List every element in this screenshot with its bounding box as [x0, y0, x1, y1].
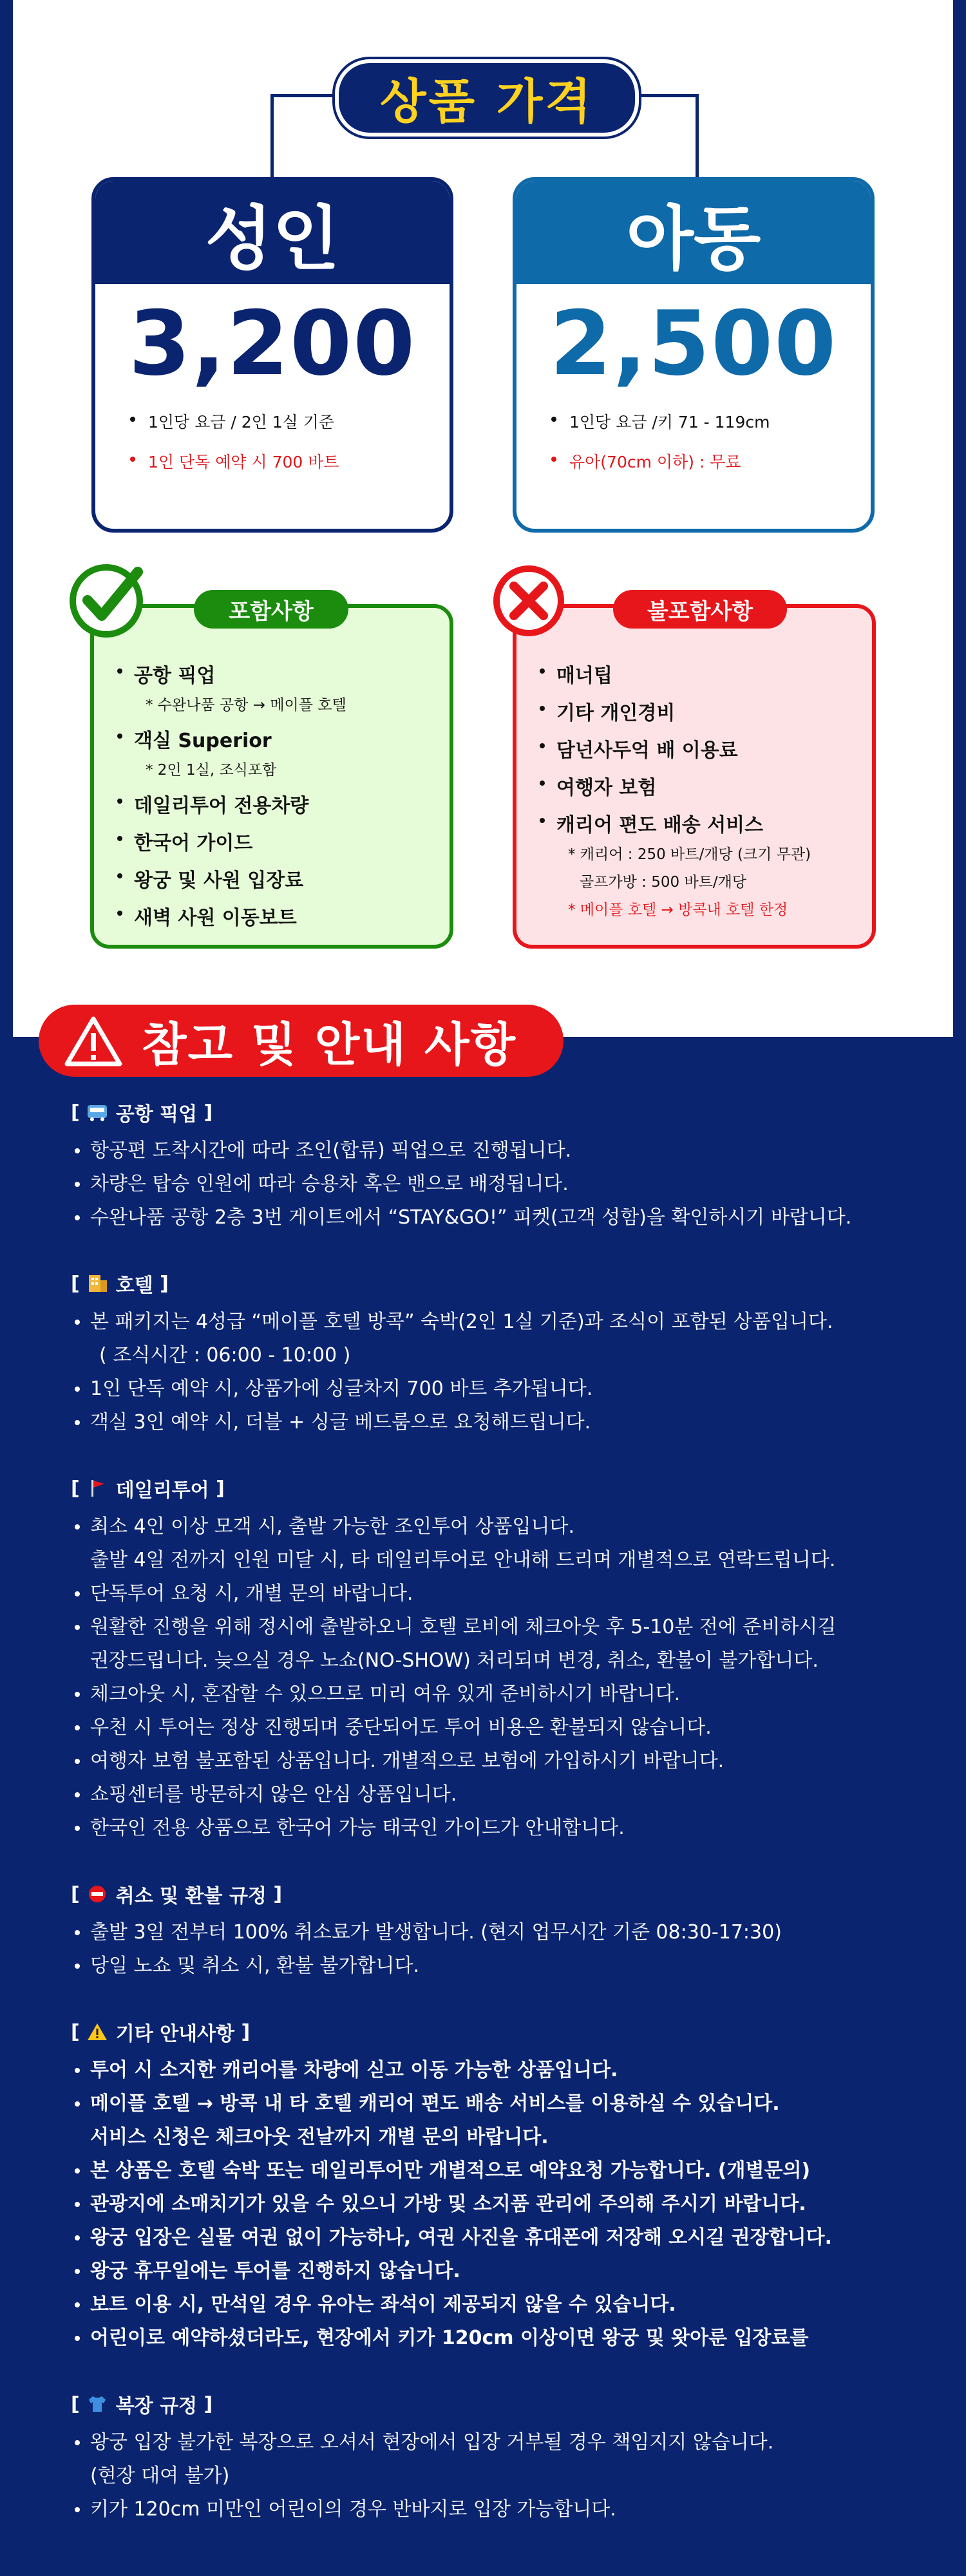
section-line: 권장드립니다. 늦으실 경우 노쇼(NO-SHOW) 처리되며 변경, 취소, 환불이 불가합니다.: [90, 1649, 819, 1672]
section-line: 1인 단독 예약 시, 상품가에 싱글차지 700 바트 추가됩니다.: [90, 1372, 908, 1406]
section-line: 항공편 도착시간에 따라 조인(합류) 픽업으로 진행됩니다.: [90, 1134, 908, 1168]
included-item: 객실 Superior: [134, 724, 450, 753]
included-subitem: * 2인 1실, 조식포함: [146, 762, 277, 779]
excluded-item: 기타 개인경비: [556, 697, 872, 725]
section-line: 본 패키지는 4성급 “메이플 호텔 방콕” 숙박(2인 1실 기준)과 조식이 포함된 상품입니다.: [90, 1305, 908, 1339]
section-line: 한국인 전용 상품으로 한국어 가능 태국인 가이드가 안내합니다.: [90, 1812, 908, 1845]
child-note: 1인당 요금 /키 71 - 119cm: [569, 410, 871, 433]
adult-label: 성인: [95, 181, 450, 284]
section-line: 왕궁 휴무일에는 투어를 진행하지 않습니다.: [90, 2255, 908, 2288]
section-title-text: 복장 규정: [115, 2395, 198, 2418]
notice-sections: [71, 1098, 908, 2561]
warning-icon: [64, 1015, 122, 1066]
adult-price: 3,200: [128, 292, 417, 395]
check-icon: [68, 563, 144, 639]
notice-title: 참고 및 안내 사항: [142, 1018, 517, 1072]
no-entry-icon: [86, 1884, 108, 1904]
section-line: (현장 대여 불가): [90, 2465, 230, 2487]
excluded-card: [513, 598, 876, 949]
connector-left: [270, 94, 338, 181]
excluded-item: 담넌사두억 배 이용료: [556, 734, 872, 762]
right-border: [953, 0, 966, 1037]
hotel-icon: [86, 1274, 108, 1293]
included-item: 공항 픽업: [134, 659, 450, 688]
section-line: 체크아웃 시, 혼잡할 수 있으므로 미리 여유 있게 준비하시기 바랍니다.: [90, 1678, 908, 1711]
included-list: [94, 608, 450, 930]
excluded-item: 캐리어 편도 배송 서비스: [556, 809, 872, 837]
section-hotel: [71, 1269, 908, 1439]
adult-price-card: [91, 177, 453, 533]
excluded-subitem-red: * 메이플 호텔 → 방콕내 호텔 한정: [568, 902, 788, 918]
section-line: 출발 3일 전부터 100% 취소료가 발생합니다. (현지 업무시간 기준 08:30-17:30): [90, 1916, 908, 1949]
section-line: 출발 4일 전까지 인원 미달 시, 타 데일리투어로 안내해 드리며 개별적으로 연락드립니다.: [90, 1549, 836, 1571]
shirt-icon: [86, 2394, 108, 2414]
section-line: ( 조식시간 : 06:00 - 10:00 ): [99, 1344, 351, 1367]
excluded-title: 불포함사항: [613, 590, 787, 629]
excluded-item: 여행자 보험: [556, 772, 872, 800]
flag-icon: [86, 1479, 108, 1498]
section-airport-pickup: [71, 1098, 908, 1235]
section-line: 원활한 진행을 위해 정시에 출발하오니 호텔 로비에 체크아웃 후 5-10분 전에 준비하시길: [90, 1611, 908, 1644]
section-line: 본 상품은 호텔 숙박 또는 데일리투어만 개별적으로 예약요청 가능합니다. (개별문의): [90, 2154, 908, 2188]
price-title: [335, 59, 639, 137]
child-note-infant: 유아(70cm 이하) : 무료: [569, 450, 871, 473]
price-title-text: 상품 가격: [380, 74, 594, 129]
section-line: 투어 시 소지한 캐리어를 차량에 싣고 이동 가능한 상품입니다.: [90, 2054, 908, 2087]
cross-icon: [491, 563, 567, 639]
connector-right: [631, 94, 699, 181]
adult-note-single: 1인 단독 예약 시 700 바트: [148, 450, 450, 473]
included-subitem: * 수완나품 공항 → 메이플 호텔: [146, 697, 346, 714]
section-daily-tour: [71, 1474, 908, 1845]
section-title: [ 취소 및 환불 규정 ]: [71, 1880, 908, 1908]
section-line: 우천 시 투어는 정상 진행되며 중단되어도 투어 비용은 환불되지 않습니다.: [90, 1711, 908, 1745]
section-title: [ 복장 규정 ]: [71, 2390, 908, 2418]
section-title-text: 공항 픽업: [115, 1103, 198, 1126]
section-title-text: 기타 안내사항: [115, 2023, 235, 2045]
section-line: 객실 3인 예약 시, 더블 + 싱글 베드룸으로 요청해드립니다.: [90, 1406, 908, 1439]
section-title: [ 공항 픽업 ]: [71, 1098, 908, 1126]
included-item: 한국어 가이드: [134, 827, 450, 855]
included-item: 왕궁 및 사원 입장료: [134, 864, 450, 893]
section-line: 관광지에 소매치기가 있을 수 있으니 가방 및 소지품 관리에 주의해 주시기 바랍니다.: [90, 2188, 908, 2221]
child-notes: [516, 410, 871, 473]
bus-icon: [86, 1103, 108, 1122]
section-line: 당일 노쇼 및 취소 시, 환불 불가합니다.: [90, 1949, 908, 1983]
left-border: [0, 0, 13, 1037]
section-line: 최소 4인 이상 모객 시, 출발 가능한 조인투어 상품입니다.: [90, 1510, 908, 1544]
included-item: 새벽 사원 이동보트: [134, 902, 450, 930]
section-line: 단독투어 요청 시, 개별 문의 바랍니다.: [90, 1577, 908, 1611]
child-price: 2,500: [549, 292, 838, 395]
section-line: 키가 120cm 미만인 어린이의 경우 반바지로 입장 가능합니다.: [90, 2493, 908, 2526]
excluded-subitem: * 캐리어 : 250 바트/개당 (크기 무관): [568, 846, 811, 863]
section-line: 서비스 신청은 체크아웃 전날까지 개별 문의 바랍니다.: [90, 2126, 549, 2148]
section-cancellation: [71, 1880, 908, 1983]
child-label: 아동: [516, 181, 871, 284]
excluded-subitem: 골프가방 : 500 바트/개당: [580, 874, 747, 891]
section-line: 보트 이용 시, 만석일 경우 유아는 좌석이 제공되지 않을 수 있습니다.: [90, 2288, 908, 2322]
excluded-item: 매너팁: [556, 659, 872, 688]
adult-notes: [95, 410, 450, 473]
notice-banner: [39, 1005, 564, 1077]
section-line: 메이플 호텔 → 방콕 내 타 호텔 캐리어 편도 배송 서비스를 이용하실 수 있습니다.: [90, 2087, 908, 2121]
included-item: 데일리투어 전용차량: [134, 790, 450, 818]
section-title-text: 취소 및 환불 규정: [115, 1885, 267, 1908]
section-line: 쇼핑센터를 방문하지 않은 안심 상품입니다.: [90, 1778, 908, 1812]
section-line: 차량은 탑승 인원에 따라 승용차 혹은 밴으로 배정됩니다.: [90, 1168, 908, 1201]
section-title-text: 호텔: [115, 1274, 153, 1297]
section-line: 여행자 보험 불포함된 상품입니다. 개별적으로 보험에 가입하시기 바랍니다.: [90, 1745, 908, 1778]
section-title: [ 기타 안내사항 ]: [71, 2018, 908, 2046]
section-title-text: 데일리투어: [115, 1479, 209, 1502]
included-title: 포함사항: [194, 590, 348, 629]
child-price-card: [513, 177, 875, 533]
warning-icon: [86, 2022, 108, 2041]
included-card: [90, 598, 453, 949]
adult-note: 1인당 요금 / 2인 1실 기준: [148, 410, 450, 433]
section-line: 왕궁 입장은 실물 여권 없이 가능하나, 여권 사진을 휴대폰에 저장해 오시길 권장합니다.: [90, 2221, 908, 2255]
section-line: 어린이로 예약하셨더라도, 현장에서 키가 120cm 이상이면 왕궁 및 왓아룬 입장료를: [90, 2322, 908, 2355]
section-line: 수완나품 공항 2층 3번 게이트에서 “STAY&GO!” 피켓(고객 성함)을 확인하시기 바랍니다.: [90, 1201, 908, 1235]
section-title: [ 호텔 ]: [71, 1269, 908, 1298]
section-other-info: [71, 2018, 908, 2355]
section-dress-code: [71, 2390, 908, 2526]
excluded-list: [516, 608, 872, 919]
section-line: 왕궁 입장 불가한 복장으로 오셔서 현장에서 입장 거부될 경우 책임지지 않습니다.: [90, 2426, 908, 2459]
section-title: [ 데일리투어 ]: [71, 1474, 908, 1502]
